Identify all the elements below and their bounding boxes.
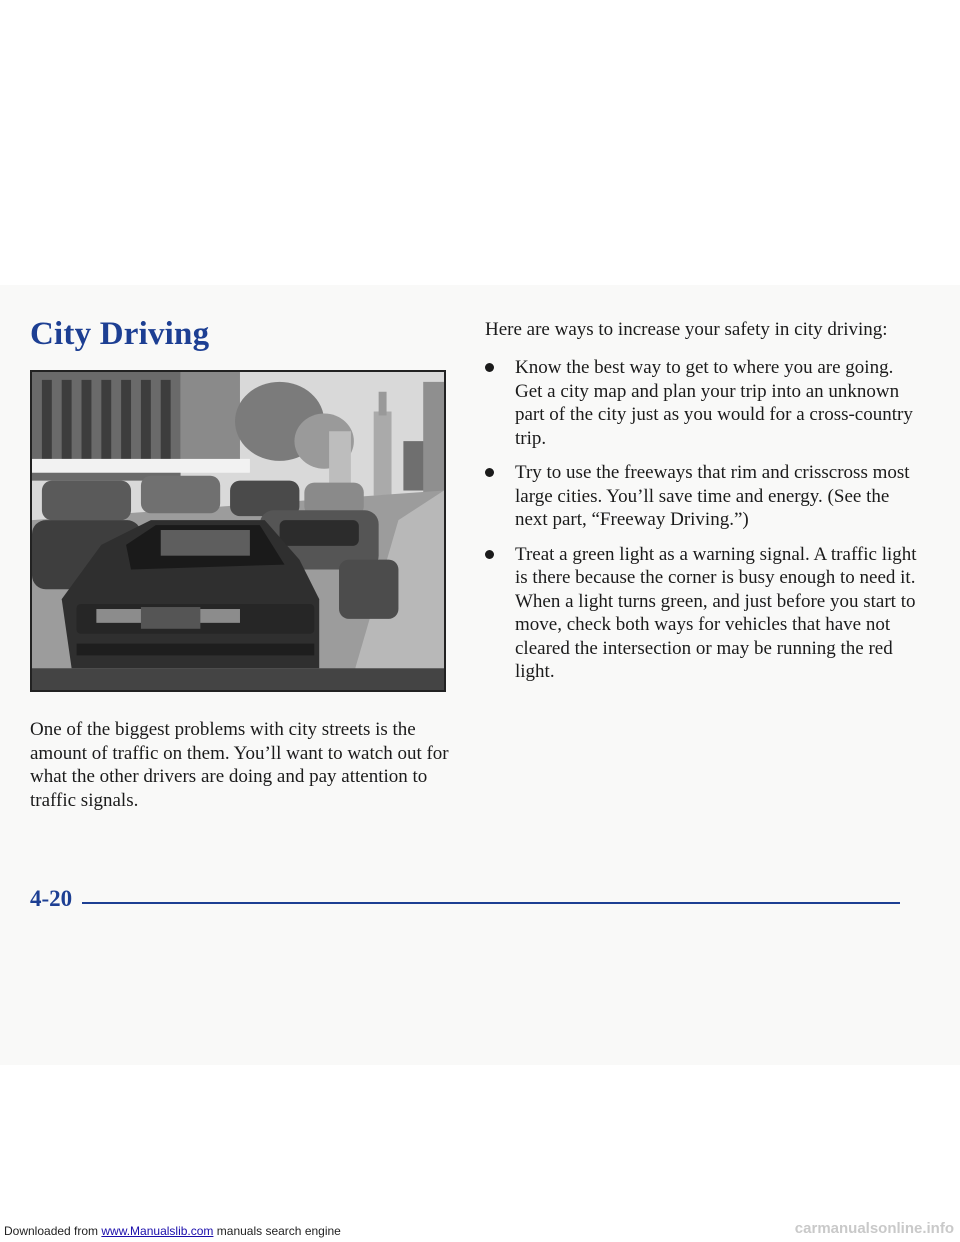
download-footer	[0, 1222, 960, 1242]
footer-prefix: Downloaded from	[4, 1224, 102, 1238]
page-number: 4-20	[30, 886, 73, 911]
safety-tips-list	[485, 356, 925, 695]
watermark: carmanualsonline.info	[794, 1220, 954, 1237]
footer-suffix: manuals search engine	[213, 1224, 341, 1238]
traffic-photo-graphic	[32, 372, 444, 690]
city-traffic-illustration	[30, 370, 446, 692]
list-item	[485, 356, 925, 450]
footer-rule	[82, 902, 900, 904]
bullet-icon	[485, 550, 494, 559]
manualslib-link[interactable]: www.Manualslib.com	[101, 1224, 214, 1238]
list-item	[485, 461, 925, 532]
bullet-icon	[485, 468, 494, 477]
list-intro: Here are ways to increase your safety in city driving:	[485, 319, 888, 340]
footer-credit	[4, 1224, 341, 1238]
list-item	[485, 543, 925, 684]
list-item-text: Treat a green light as a warning signal. A traffic light is there because the corner is busy enough to need it. When a light turns green, and just before you start to move, check both ways for vehicles that have not cleared the intersection or may be running the red light.	[515, 543, 917, 682]
list-item-text: Try to use the freeways that rim and crisscross most large cities. You’ll save time and energy. (See the next part, “Freeway Driving.”)	[515, 462, 910, 530]
bullet-icon	[485, 363, 494, 372]
intro-paragraph: One of the biggest problems with city streets is the amount of traffic on them. You’ll want to watch out for what the other drivers are doing and pay attention to traffic signals.	[30, 719, 449, 811]
list-item-text: Know the best way to get to where you are going. Get a city map and plan your trip into an unknown part of the city just as you would for a cross-country trip.	[515, 357, 913, 449]
section-title: City Driving	[30, 316, 210, 352]
